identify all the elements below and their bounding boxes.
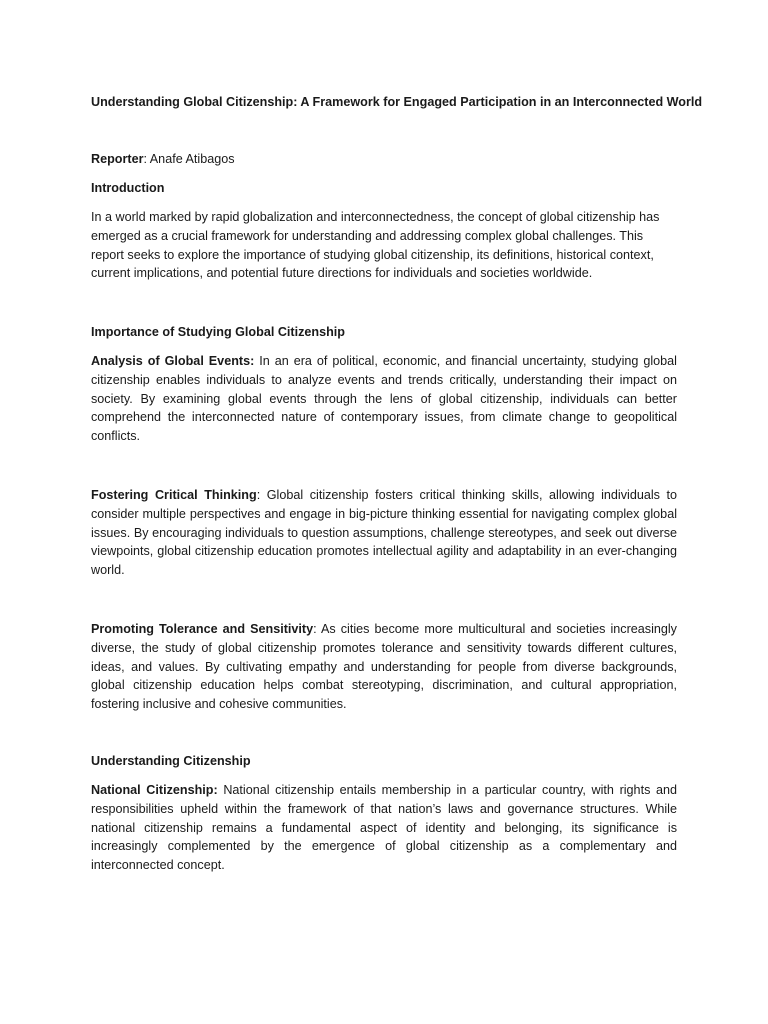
introduction-paragraph: In a world marked by rapid globalization and interconnectedness, the concept of global citizenship has emerged as a crucial framework for understanding and addressing complex global challenges. This report seeks to explore the importance of studying global citizenship, its definitions, historical context, current implications, and potential future directions for individuals and societies worldwide. <box>91 210 660 281</box>
importance-item-tolerance <box>91 620 677 714</box>
importance-item-body: In an era of political, economic, and financial uncertainty, studying global citizenship enables individuals to analyze events and trends critically, understanding their impact on society. By examining global events through the lens of global citizenship, individuals can better comprehend the interconnected nature of contemporary issues, from climate change to geopolitical conflicts. <box>91 354 677 444</box>
reporter-label: Reporter <box>91 152 144 166</box>
introduction-heading: Introduction <box>91 181 165 195</box>
reporter-name: : Anafe Atibagos <box>143 152 235 166</box>
importance-heading: Importance of Studying Global Citizenship <box>91 325 345 339</box>
understanding-item-national <box>91 781 677 875</box>
reporter-line <box>91 150 677 169</box>
importance-item-term: Fostering Critical Thinking <box>91 488 257 502</box>
understanding-item-term: National Citizenship: <box>91 783 218 797</box>
importance-item-critical-thinking <box>91 486 677 580</box>
importance-item-body: : Global citizenship fosters critical thinking skills, allowing individuals to consider multiple perspectives and engage in big-picture thinking essential for navigating complex global issues. By encouraging individuals to question assumptions, challenge stereotypes, and seek out diverse viewpoints, global citizenship education promotes intellectual agility and adaptability in an ever-changing world. <box>91 488 678 578</box>
understanding-heading: Understanding Citizenship <box>91 754 251 768</box>
understanding-item-body: National citizenship entails membership in a particular country, with rights and responsibilities upheld within the framework of that nation’s laws and governance structures. While national citizenship remains a fundamental aspect of identity and belonging, its significance is increasingly complemented by the emergence of global citizenship as a complementary and interconnected concept. <box>91 783 678 873</box>
importance-item-term: Analysis of Global Events: <box>91 354 255 368</box>
importance-item-body: : As cities become more multicultural and societies increasingly diverse, the study of global citizenship promotes tolerance and sensitivity towards different cultures, ideas, and values. By cultivating empathy and understanding for people from diverse backgrounds, global citizenship education helps combat stereotyping, discrimination, and cultural appropriation, fostering inclusive and cohesive communities. <box>91 622 677 712</box>
document-title: Understanding Global Citizenship: A Framework for Engaged Participation in an Interconnected World <box>91 95 703 109</box>
importance-item-analysis <box>91 352 677 446</box>
importance-item-term: Promoting Tolerance and Sensitivity <box>91 622 314 636</box>
